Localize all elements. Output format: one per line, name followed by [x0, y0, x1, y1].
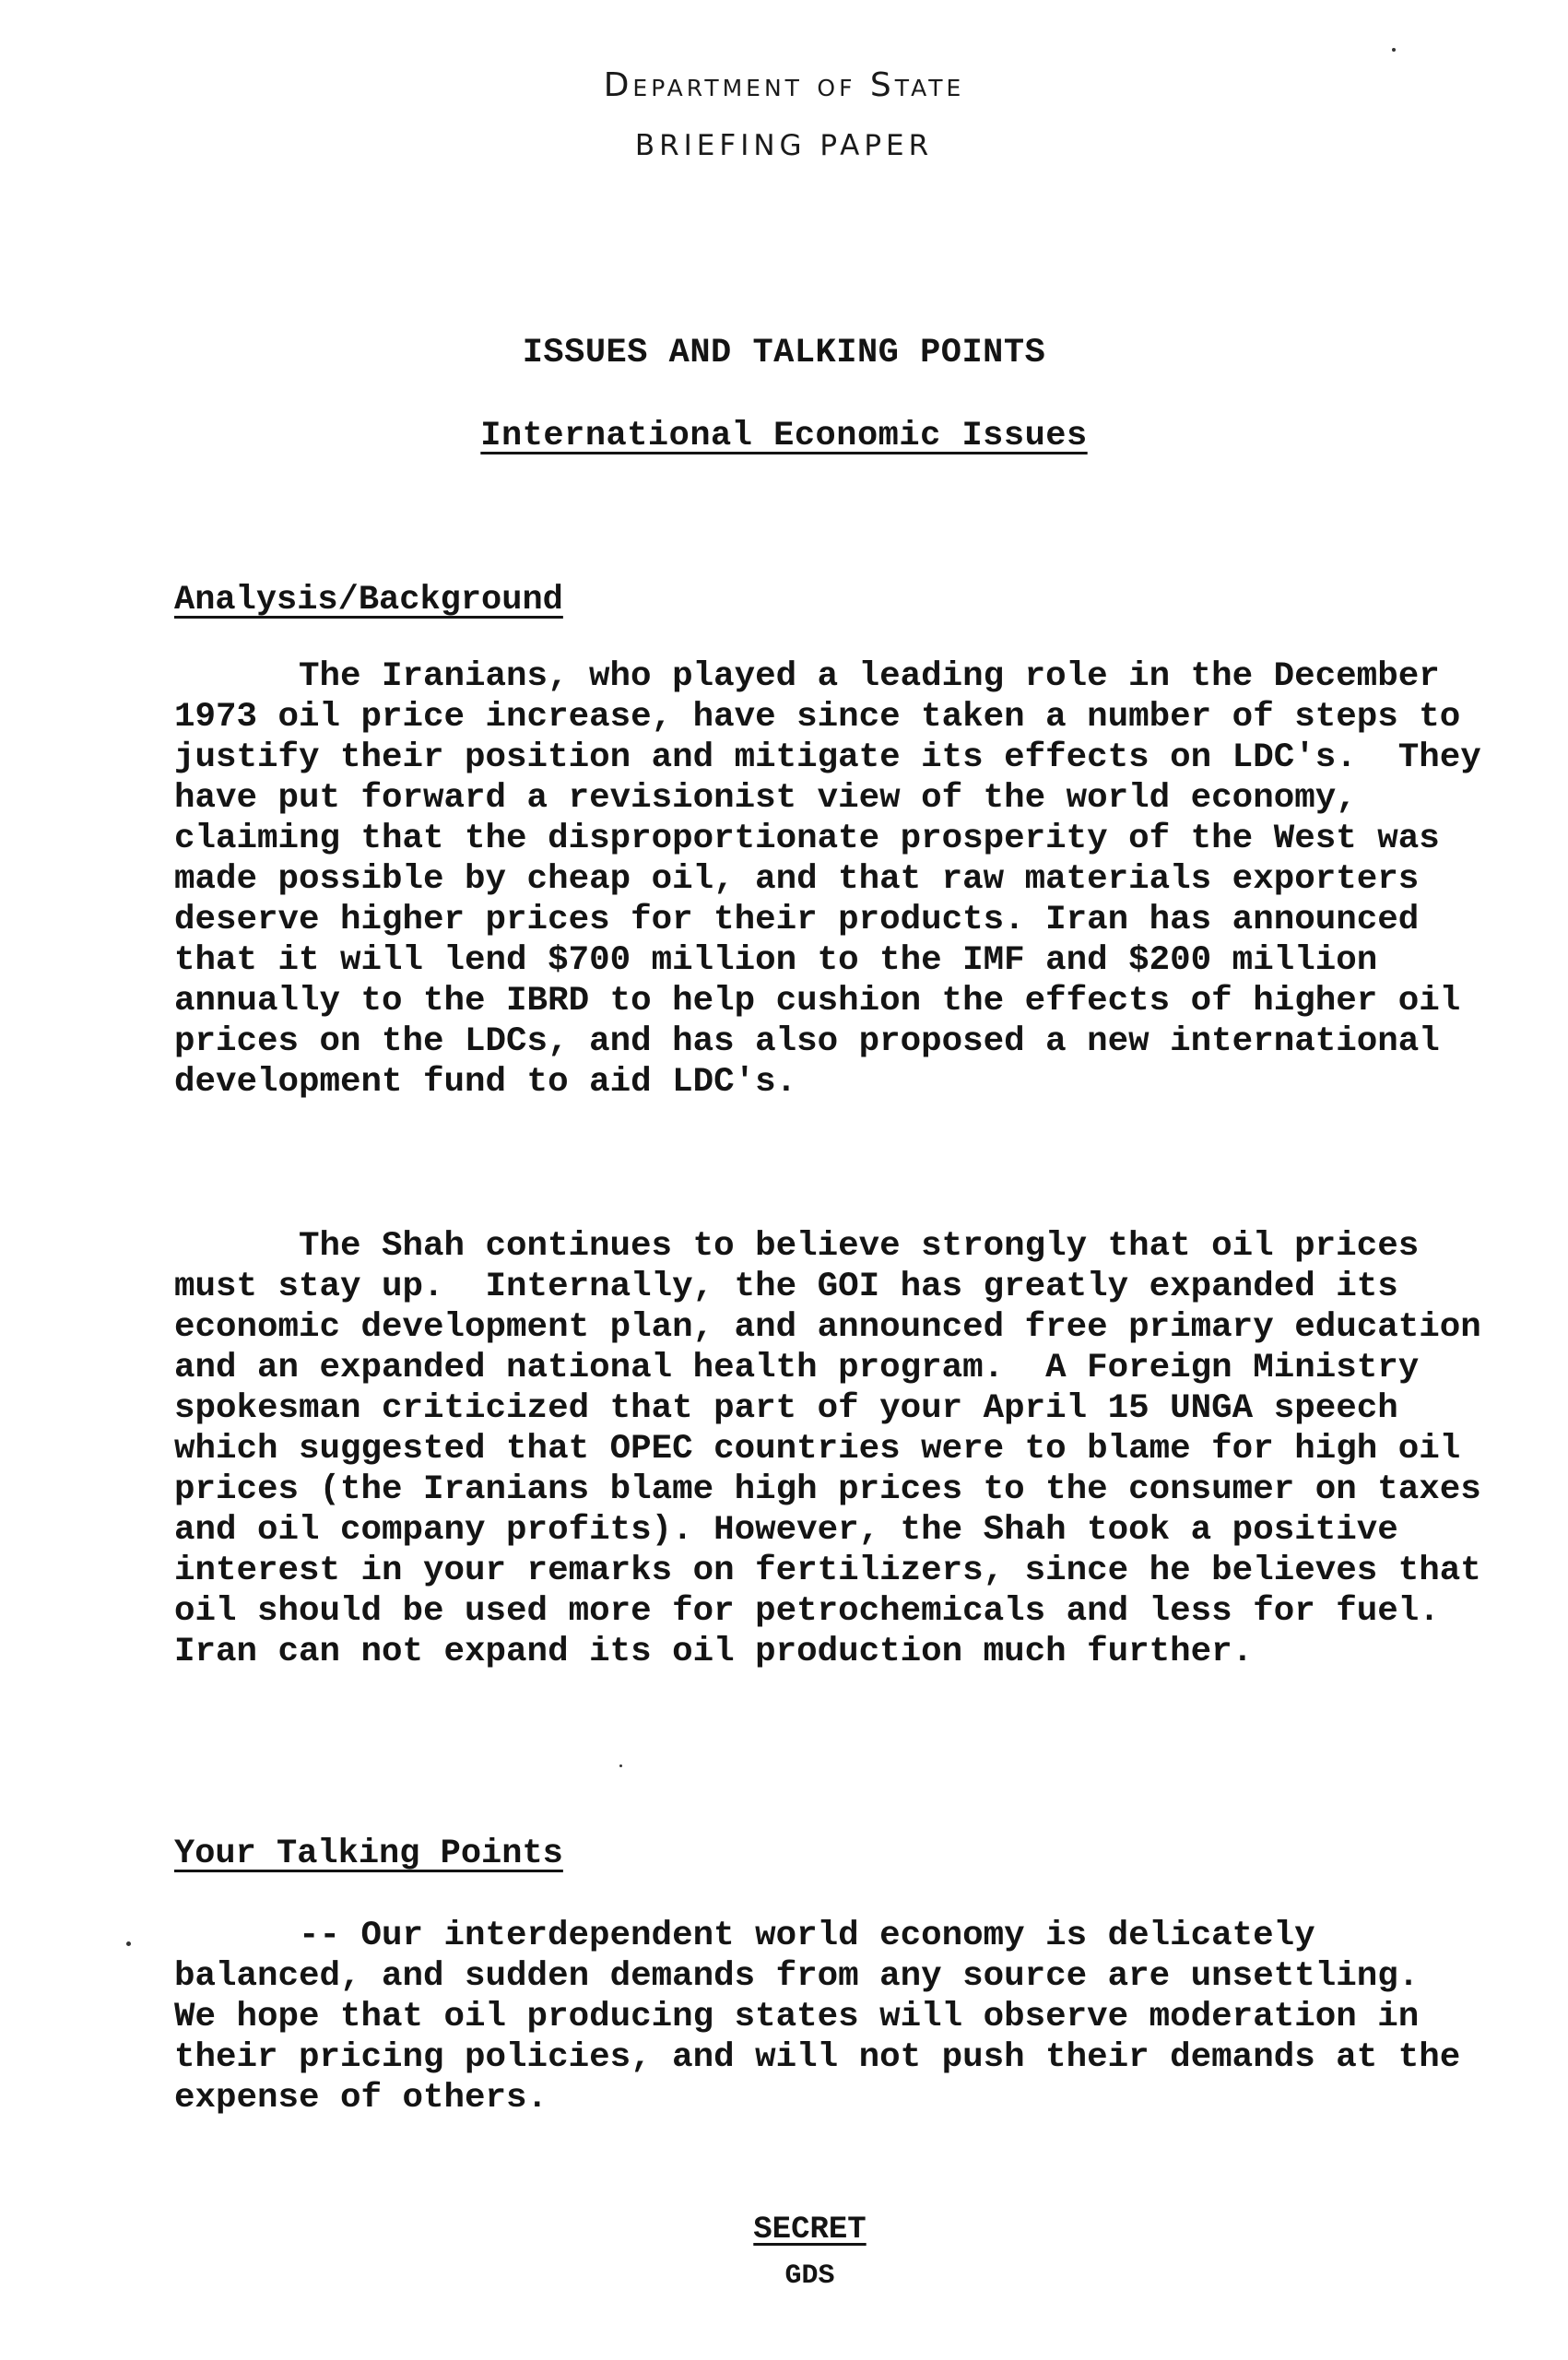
document-title: ISSUES AND TALKING POINTS: [522, 334, 1046, 372]
declassification-marking: GDS: [784, 2260, 835, 2292]
scan-speck: [619, 1764, 622, 1767]
scan-speck: [126, 1941, 131, 1946]
letterhead-department: [0, 66, 1568, 104]
scan-speck: [1392, 48, 1396, 52]
analysis-heading: Analysis/Background: [174, 581, 563, 620]
talking-point-item: [174, 1916, 1502, 2118]
classification-marking: SECRET: [753, 2212, 867, 2248]
document-subtitle: International Economic Issues: [480, 417, 1088, 455]
analysis-paragraph-1-text: The Iranians, who played a leading role in the December 1973 oil price increase, have since taken a number of steps to justify their position and mitigate its effects on LDC's. They have put forward a revisionist view of the world economy, claiming that the disproportionate prosperity of the West was made possible by cheap oil, and that raw materials exporters deserve higher prices for their products. Iran has announced that it will lend $700 million to the IMF and $200 million annually to the IBRD to help cushion the effects of higher oil prices on the LDCs, and has also proposed a new international development fund to aid LDC's.: [174, 657, 1503, 1102]
talking-points-heading: Your Talking Points: [174, 1835, 563, 1873]
letterhead-paper-type: BRIEFING PAPER: [634, 129, 934, 162]
analysis-paragraph-2-text: The Shah continues to believe strongly that oil prices must stay up. Internally, the GOI has greatly expanded its economic development plan, and announced free primary education and an expanded national health program. A Foreign Ministry spokesman criticized that part of your April 15 UNGA speech which suggested that OPEC countries were to blame for high oil prices (the Iranians blame high prices to the consumer on taxes and oil company profits). However, the Shah took a positive interest in your remarks on fertilizers, since he believes that oil should be used more for petrochemicals and less for fuel. Iran can not expand its oil production much further.: [174, 1227, 1503, 1671]
analysis-paragraph-1: [174, 656, 1502, 1103]
analysis-paragraph-2: [174, 1226, 1502, 1672]
letterhead-department-text: Department of State: [603, 66, 965, 104]
talking-point-item-text: -- Our interdependent world economy is delicately balanced, and sudden demands from any source are unsettling. We hope that oil producing states will observe moderation in their pricing policies, and will not push their demands at the expense of others.: [174, 1917, 1481, 2118]
